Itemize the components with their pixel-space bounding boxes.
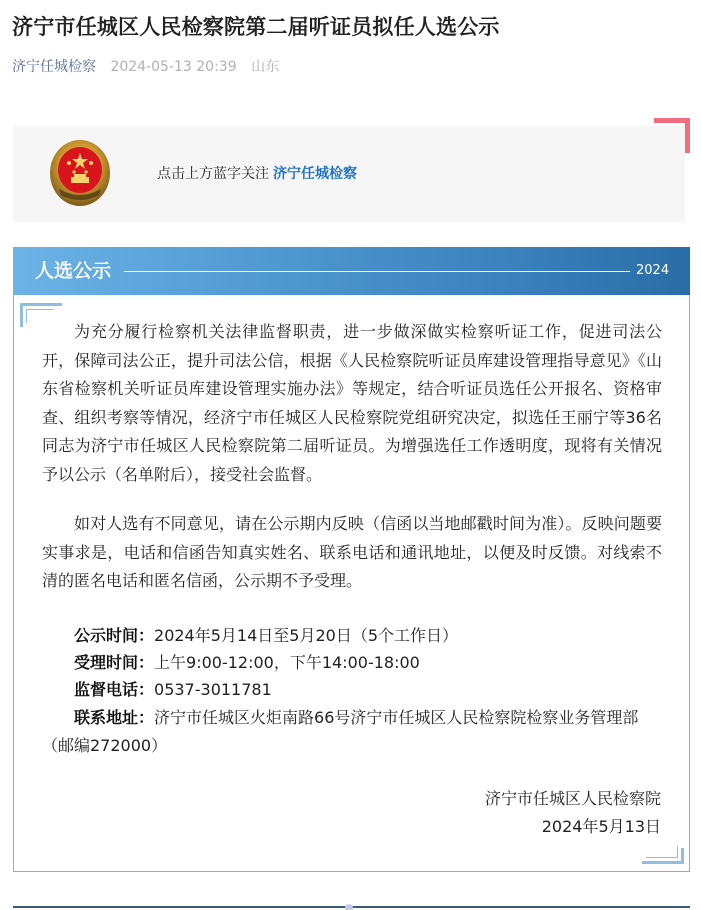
- section-year: 2024: [636, 263, 670, 278]
- follow-prompt-text: 点击上方蓝字关注: [157, 166, 269, 182]
- info-value: 济宁市任城区火炬南路66号济宁市任城区人民检察院检察业务管理部（邮编272000）: [42, 708, 639, 755]
- body-paragraph-1: 为充分履行检察机关法律监督职责，进一步做深做实检察听证工作，促进司法公开，保障司法公正，提升司法公信，根据《人民检察院听证员库建设管理指导意见》《山东省检察机关听证员库建设管理实施办法》等规定，结合听证员选任公开报名、资格审查、组织考察等情况，经济宁市任城区人民检察院党组研究决定，拟选任王丽宁等36名同志为济宁市任城区人民检察院第二届听证员。为增强选任工作透明度，现将有关情况予以公示（名单附后），接受社会监督。: [42, 322, 662, 484]
- decorative-corner-red: [654, 118, 690, 153]
- publish-datetime: 2024-05-13 20:39: [110, 59, 237, 75]
- info-value: 上午9:00-12:00，下午14:00-18:00: [154, 653, 420, 672]
- info-label: 受理时间：: [74, 653, 155, 672]
- section-divider-line: [124, 271, 630, 272]
- info-acceptance-hours: [42, 649, 662, 677]
- article-title: 济宁市任城区人民检察院第二届听证员拟任人选公示: [12, 15, 500, 39]
- info-supervision-phone: [42, 676, 662, 704]
- procuratorate-emblem-icon: [47, 139, 113, 207]
- scroll-indicator-dot: [345, 904, 353, 910]
- body-paragraph-2: 如对人选有不同意见，请在公示期内反映（信函以当地邮戳时间为准）。反映问题要实事求是，电话和信函告知真实姓名、联系电话和通讯地址，以便及时反馈。对线索不清的匿名电话和匿名信函，公示期不予受理。: [42, 514, 662, 590]
- follow-account-link[interactable]: 济宁任城检察: [273, 166, 357, 182]
- section-title: 人选公示: [35, 260, 112, 282]
- signature-date: 2024年5月13日: [541, 817, 661, 836]
- info-value: 2024年5月14日至5月20日（5个工作日）: [154, 626, 458, 645]
- account-name-link[interactable]: 济宁任城检察: [12, 59, 96, 75]
- publish-location: 山东: [251, 59, 280, 75]
- signature-org: 济宁市任城区人民检察院: [484, 789, 661, 808]
- info-label: 联系地址：: [74, 708, 155, 727]
- info-label: 监督电话：: [74, 680, 155, 699]
- info-contact-address: [42, 704, 662, 760]
- article-meta: [12, 57, 279, 77]
- info-publicity-period: [42, 622, 662, 650]
- section-header: [13, 247, 690, 295]
- info-value: 0537-3011781: [154, 680, 272, 699]
- decorative-corner-bottom-right: [640, 840, 684, 864]
- info-label: 公示时间：: [74, 626, 155, 645]
- follow-prompt: [157, 163, 357, 185]
